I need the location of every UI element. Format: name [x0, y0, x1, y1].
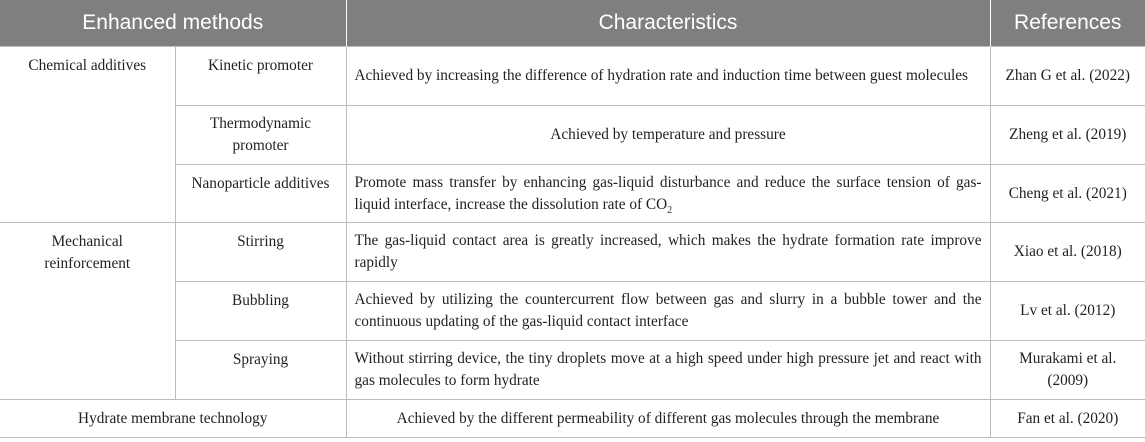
method-cell: Bubbling [175, 282, 346, 341]
table-row [0, 400, 1145, 438]
characteristics-cell: Achieved by utilizing the countercurrent flow between gas and slurry in a bubble tower and the continuous updating of the gas-liquid contact interface [346, 282, 990, 341]
method-cell: Spraying [175, 341, 346, 400]
reference-cell: Lv et al. (2012) [990, 282, 1145, 341]
reference-cell: Fan et al. (2020) [990, 400, 1145, 438]
header-characteristics: Characteristics [346, 0, 990, 47]
category-cell: Hydrate membrane technology [0, 400, 346, 438]
reference-cell: Xiao et al. (2018) [990, 223, 1145, 282]
method-cell: Kinetic promoter [175, 47, 346, 106]
characteristics-cell: Achieved by increasing the difference of hydration rate and induction time between guest molecules [346, 47, 990, 106]
header-references: References [990, 0, 1145, 47]
method-cell: Stirring [175, 223, 346, 282]
header-enhanced-methods: Enhanced methods [0, 0, 346, 47]
reference-cell: Murakami et al. (2009) [990, 341, 1145, 400]
table-row [0, 47, 1145, 106]
method-cell: Nanoparticle additives [175, 165, 346, 223]
category-cell: Mechanical reinforcement [0, 223, 175, 400]
reference-cell: Zhan G et al. (2022) [990, 47, 1145, 106]
method-cell: Thermodynamic promoter [175, 106, 346, 165]
reference-cell: Zheng et al. (2019) [990, 106, 1145, 165]
subscript-2: 2 [667, 204, 673, 216]
reference-cell: Cheng et al. (2021) [990, 165, 1145, 223]
characteristics-cell: Achieved by temperature and pressure [346, 106, 990, 165]
characteristics-cell: Without stirring device, the tiny droplets move at a high speed under high pressure jet and react with gas molecules to form hydrate [346, 341, 990, 400]
characteristics-cell: The gas-liquid contact area is greatly increased, which makes the hydrate formation rate improve rapidly [346, 223, 990, 282]
characteristics-cell: Achieved by the different permeability of different gas molecules through the membrane [346, 400, 990, 438]
characteristics-text: Promote mass transfer by enhancing gas-liquid disturbance and reduce the surface tension of gas-liquid interface, increase the dissolution rate of CO [354, 173, 982, 213]
table-header-row [0, 0, 1145, 47]
table-row [0, 223, 1145, 282]
category-cell: Chemical additives [0, 47, 175, 223]
characteristics-cell [346, 165, 990, 223]
